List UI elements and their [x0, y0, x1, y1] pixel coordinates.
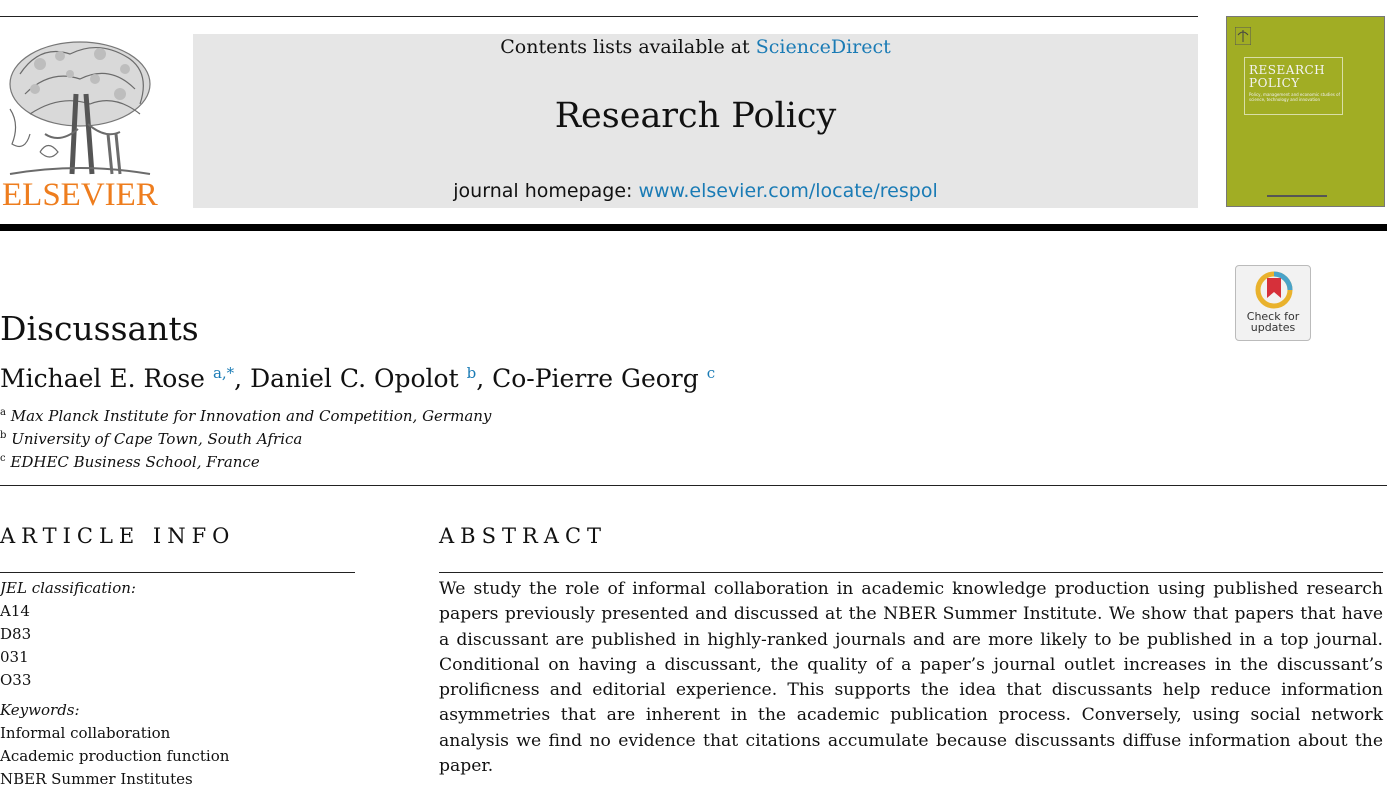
- jel-code: D83: [0, 625, 32, 643]
- jel-code: 031: [0, 648, 29, 666]
- keywords-label: Keywords:: [0, 701, 80, 719]
- affiliation-mark: c: [0, 453, 6, 464]
- article-title: Discussants: [0, 309, 199, 348]
- sciencedirect-link[interactable]: ScienceDirect: [755, 36, 891, 58]
- keyword: Academic production function: [0, 747, 230, 765]
- affiliation-text: EDHEC Business School, France: [10, 453, 260, 471]
- keyword: NBER Summer Institutes: [0, 770, 193, 788]
- cover-subtitle: Policy, management and economic studies of science, technology and innovation: [1249, 92, 1340, 102]
- homepage-line: [193, 180, 1198, 202]
- cover-title-box: [1244, 57, 1343, 115]
- cover-logo-icon: [1235, 27, 1251, 45]
- author-name[interactable]: Co-Pierre Georg: [492, 364, 699, 393]
- cover-title-line2: POLICY: [1249, 76, 1300, 90]
- abstract-text: We study the role of informal collaboration in academic knowledge production using published research papers previously presented and discussed at the NBER Summer Institute. We show that papers that have a discussant are published in highly-ranked journals and are more likely to be published in a top journal. Conditional on having a discussant, the quality of a paper’s journal outlet increases in the discussant’s prolificness and editorial experience. This supports the idea that discussants help reduce information asymmetries that are inherent in the academic publication process. Conversely, using social network analysis we find no evidence that citations accumulate because discussants diffuse information about the paper.: [439, 579, 1383, 777]
- check-label-line2: updates: [1250, 321, 1296, 334]
- author-list: Michael E. Rose $^{a,*}$, Daniel C. Opolot $^b$, Co-Pierre Georg $^c$: [0, 364, 716, 393]
- check-for-updates-button[interactable]: [1235, 265, 1311, 341]
- author-name[interactable]: Michael E. Rose: [0, 364, 205, 393]
- elsevier-logo[interactable]: [0, 34, 160, 210]
- jel-code: O33: [0, 671, 32, 689]
- tree-icon: [0, 34, 160, 210]
- homepage-link[interactable]: www.elsevier.com/locate/respol: [638, 180, 938, 202]
- cover-footer-mark: [1267, 195, 1327, 197]
- affiliation-mark: a: [0, 407, 6, 418]
- keyword: Informal collaboration: [0, 724, 171, 742]
- article-info-rule: [0, 572, 355, 573]
- abstract-heading: ABSTRACT: [439, 524, 608, 548]
- jel-label: JEL classification:: [0, 579, 136, 597]
- check-updates-label: [1236, 311, 1310, 333]
- cover-title-line1: RESEARCH: [1249, 63, 1326, 77]
- logo-text: ELSEVIER: [2, 177, 158, 210]
- author-marks[interactable]: a,*: [212, 364, 235, 382]
- contents-line: [193, 36, 1198, 58]
- check-label-line1: Check for: [1246, 310, 1300, 323]
- journal-header-box: [193, 34, 1198, 208]
- homepage-prefix: journal homepage:: [453, 180, 639, 202]
- author-name[interactable]: Daniel C. Opolot: [250, 364, 459, 393]
- abstract-rule: [439, 572, 1383, 573]
- jel-code: A14: [0, 602, 30, 620]
- affiliation-text: Max Planck Institute for Innovation and Competition, Germany: [10, 407, 492, 425]
- section-divider: [0, 485, 1387, 486]
- affiliation-text: University of Cape Town, South Africa: [11, 430, 303, 448]
- header-thick-rule: [0, 224, 1387, 231]
- author-marks[interactable]: c: [706, 364, 716, 382]
- affiliation: [0, 430, 302, 448]
- contents-prefix: Contents lists available at: [500, 36, 756, 58]
- author-marks[interactable]: b: [466, 364, 477, 382]
- check-updates-icon: [1254, 270, 1294, 310]
- top-rule: [0, 16, 1198, 17]
- journal-title[interactable]: Research Policy: [554, 96, 837, 136]
- affiliation-mark: b: [0, 430, 7, 441]
- affiliation: [0, 407, 491, 425]
- article-info-heading: ARTICLE INFO: [0, 524, 236, 548]
- journal-cover-image[interactable]: [1226, 16, 1385, 207]
- affiliation: [0, 453, 260, 471]
